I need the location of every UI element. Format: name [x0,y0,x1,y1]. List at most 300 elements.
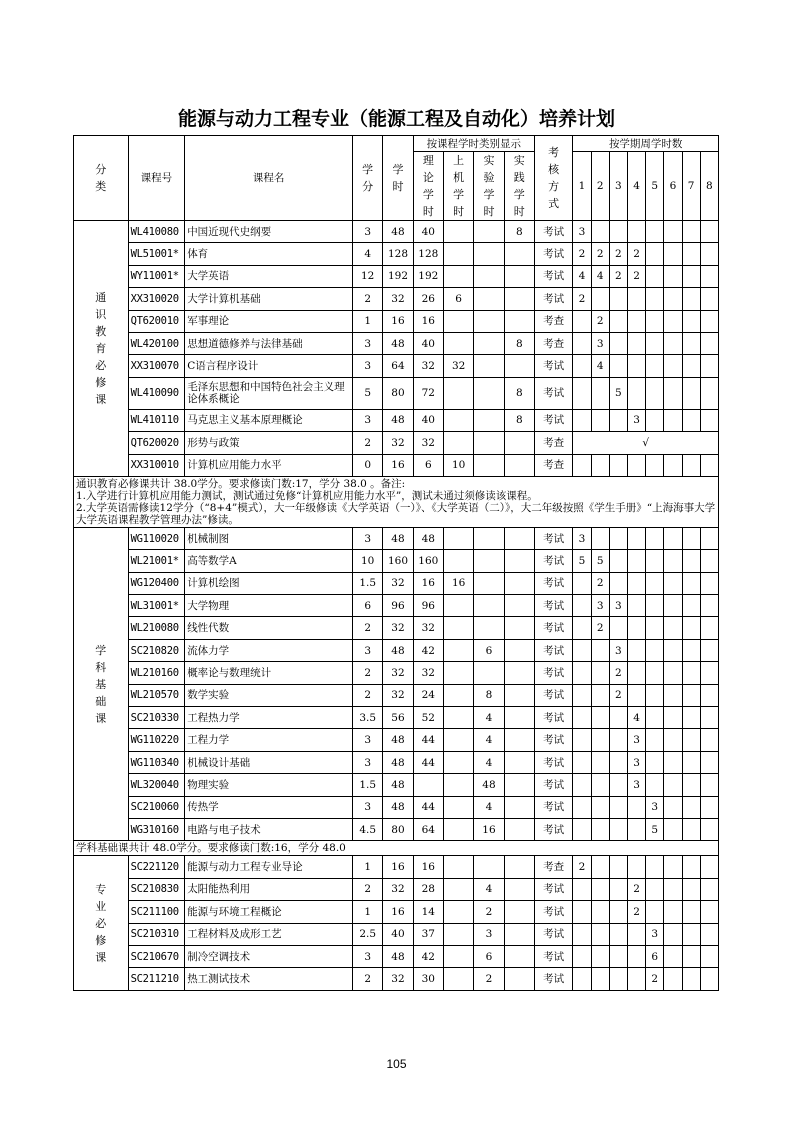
semester-hours: 3 [627,751,645,773]
semester-hours [646,332,664,354]
category-cell [74,856,129,990]
course-hours: 64 [383,355,413,377]
semester-hours [627,221,645,243]
course-practice-hours [504,796,534,818]
semester-hours [627,856,645,878]
semester-hours: 3 [627,729,645,751]
course-hours: 32 [383,878,413,900]
course-hours: 16 [383,856,413,878]
semester-hours [646,774,664,796]
semester-hours [664,818,682,840]
semester-hours [664,945,682,967]
semester-hours [664,901,682,923]
course-computer-hours [443,662,473,684]
course-hours: 32 [383,968,413,990]
semester-hours [664,310,682,332]
course-code: WY11001* [128,265,185,287]
course-theory-hours: 40 [413,221,443,243]
course-code: WL210160 [128,662,185,684]
course-assessment: 考试 [534,595,572,617]
semester-hours: 3 [591,595,609,617]
semester-hours [700,265,718,287]
semester-hours [591,751,609,773]
course-name: 机械制图 [185,527,353,549]
semester-hours [682,968,700,990]
course-practice-hours [504,945,534,967]
semester-hours [591,288,609,310]
semester-hours [646,355,664,377]
course-practice-hours: 8 [504,377,534,409]
course-assessment: 考试 [534,945,572,967]
header-semester: 2 [591,152,609,221]
semester-hours [609,968,627,990]
semester-hours [700,595,718,617]
course-lab-hours [474,243,504,265]
semester-hours [627,355,645,377]
semester-hours: 5 [609,377,627,409]
semester-hours [646,310,664,332]
header-by-semester: 按学期周学时数 [573,136,719,152]
course-assessment: 考试 [534,409,572,431]
semester-hours [646,265,664,287]
course-theory-hours: 16 [413,310,443,332]
section-summary [74,841,719,856]
course-lab-hours: 4 [474,751,504,773]
course-credits: 3 [353,527,383,549]
semester-hours [700,550,718,572]
table-row [74,707,719,729]
course-computer-hours [443,796,473,818]
course-practice-hours [504,288,534,310]
semester-hours [609,729,627,751]
course-assessment: 考试 [534,796,572,818]
semester-hours [627,310,645,332]
course-name: 大学物理 [185,595,353,617]
semester-hours [591,968,609,990]
course-hours: 48 [383,796,413,818]
semester-hours [700,221,718,243]
semester-hours [664,617,682,639]
header-hours: 学时 [383,136,413,221]
course-name: 毛泽东思想和中国特色社会主义理论体系概论 [185,377,353,409]
semester-hours [664,221,682,243]
semester-hours [646,288,664,310]
semester-hours [573,377,591,409]
course-assessment: 考试 [534,901,572,923]
semester-hours [591,221,609,243]
table-row [74,751,719,773]
table-row [74,355,719,377]
semester-hours [682,878,700,900]
semester-hours [664,684,682,706]
course-theory-hours [413,774,443,796]
semester-hours [700,572,718,594]
course-code: WG110220 [128,729,185,751]
table-row [74,684,719,706]
course-hours: 48 [383,774,413,796]
course-lab-hours [474,454,504,476]
semester-hours [664,639,682,661]
semester-hours: 2 [627,243,645,265]
category-label: 通识教育必修课 [95,290,107,406]
semester-hours [646,527,664,549]
semester-hours [682,310,700,332]
table-row [74,818,719,840]
course-assessment: 考试 [534,221,572,243]
course-practice-hours [504,878,534,900]
course-practice-hours [504,774,534,796]
semester-hours: 2 [627,901,645,923]
table-row [74,377,719,409]
semester-hours: 5 [573,550,591,572]
semester-hours [591,409,609,431]
semester-hours [682,409,700,431]
header-lab: 实验学时 [474,152,504,221]
course-hours: 16 [383,901,413,923]
table-row [74,221,719,243]
category-label: 专业必修课 [95,882,107,964]
course-assessment: 考试 [534,550,572,572]
course-credits: 4.5 [353,818,383,840]
semester-hours: 3 [573,527,591,549]
semester-hours [609,818,627,840]
course-computer-hours: 6 [443,288,473,310]
semester-hours [682,796,700,818]
table-row [74,923,719,945]
semester-hours [609,751,627,773]
semester-hours [591,729,609,751]
course-assessment: 考试 [534,923,572,945]
course-code: WL210080 [128,617,185,639]
course-code: QT620020 [128,432,185,454]
semester-hours [700,355,718,377]
semester-hours [573,617,591,639]
course-credits: 1.5 [353,572,383,594]
table-row [74,856,719,878]
course-practice-hours [504,572,534,594]
semester-hours: 3 [609,639,627,661]
course-name: 制冷空调技术 [185,945,353,967]
semester-hours [700,310,718,332]
course-practice-hours [504,355,534,377]
semester-hours [682,288,700,310]
course-computer-hours [443,432,473,454]
semester-hours [609,945,627,967]
semester-hours [700,662,718,684]
semester-hours [609,409,627,431]
course-practice-hours [504,639,534,661]
table-row [74,662,719,684]
course-credits: 2 [353,617,383,639]
semester-hours [591,707,609,729]
semester-hours [591,527,609,549]
semester-hours [664,968,682,990]
course-code: WL51001* [128,243,185,265]
course-computer-hours [443,332,473,354]
course-computer-hours: 16 [443,572,473,594]
course-code: SC210670 [128,945,185,967]
semester-hours [646,221,664,243]
semester-hours [664,572,682,594]
course-theory-hours: 6 [413,454,443,476]
header-by-type: 按课程学时类别显示 [413,136,534,152]
course-theory-hours: 16 [413,856,443,878]
course-lab-hours [474,856,504,878]
semester-hours [573,639,591,661]
semester-hours [664,774,682,796]
course-name: 大学计算机基础 [185,288,353,310]
semester-hours: 2 [609,684,627,706]
course-hours: 16 [383,310,413,332]
header-semester: 1 [573,152,591,221]
semester-hours [664,856,682,878]
table-row [74,901,719,923]
semester-hours [627,288,645,310]
semester-hours [646,572,664,594]
semester-hours [682,662,700,684]
semester-hours [573,454,591,476]
semester-hours [646,707,664,729]
course-assessment: 考查 [534,310,572,332]
course-assessment: 考试 [534,572,572,594]
course-lab-hours: 4 [474,878,504,900]
semester-hours: 4 [627,707,645,729]
course-lab-hours: 4 [474,707,504,729]
course-assessment: 考试 [534,617,572,639]
course-lab-hours [474,432,504,454]
course-name: 热工测试技术 [185,968,353,990]
header-name: 课程名 [185,136,353,221]
semester-hours [664,377,682,409]
semester-hours [682,774,700,796]
course-code: WG110340 [128,751,185,773]
semester-hours [682,639,700,661]
semester-hours [664,923,682,945]
course-code: XX310070 [128,355,185,377]
table-row [74,729,719,751]
course-theory-hours: 72 [413,377,443,409]
course-code: XX310020 [128,288,185,310]
course-computer-hours: 10 [443,454,473,476]
semester-hours: 2 [646,968,664,990]
semester-hours [609,901,627,923]
course-theory-hours: 42 [413,639,443,661]
course-name: C语言程序设计 [185,355,353,377]
semester-hours [627,377,645,409]
course-code: SC210060 [128,796,185,818]
semester-hours: 2 [609,662,627,684]
course-hours: 48 [383,729,413,751]
course-theory-hours: 26 [413,288,443,310]
semester-hours [646,409,664,431]
course-assessment: 考查 [534,432,572,454]
course-assessment: 考试 [534,968,572,990]
semester-hours [627,923,645,945]
course-practice-hours [504,707,534,729]
semester-hours: 4 [591,355,609,377]
course-practice-hours [504,684,534,706]
semester-hours [646,550,664,572]
course-hours: 16 [383,454,413,476]
course-hours: 48 [383,332,413,354]
course-practice-hours [504,856,534,878]
table-row [74,409,719,431]
semester-hours [627,796,645,818]
course-credits: 3 [353,751,383,773]
semester-hours: 3 [627,774,645,796]
table-row [74,432,719,454]
course-lab-hours [474,355,504,377]
course-code: WL320040 [128,774,185,796]
table-row [74,310,719,332]
course-hours: 32 [383,572,413,594]
course-computer-hours [443,968,473,990]
course-theory-hours: 44 [413,729,443,751]
course-code: SC221120 [128,856,185,878]
semester-hours [700,639,718,661]
course-practice-hours [504,243,534,265]
category-cell [74,221,129,477]
semester-hours [682,332,700,354]
course-assessment: 考试 [534,707,572,729]
semester-hours [700,751,718,773]
course-lab-hours [474,377,504,409]
course-code: SC211210 [128,968,185,990]
semester-hours [700,243,718,265]
course-assessment: 考试 [534,818,572,840]
header-category: 分类 [74,136,129,221]
header-semester: 7 [682,152,700,221]
semester-hours [682,265,700,287]
course-name: 体育 [185,243,353,265]
course-credits: 3 [353,945,383,967]
semester-hours [646,878,664,900]
semester-hours [573,355,591,377]
course-theory-hours: 44 [413,796,443,818]
section-summary-row [74,476,719,527]
course-hours: 48 [383,751,413,773]
course-code: SC210330 [128,707,185,729]
course-name: 太阳能热利用 [185,878,353,900]
page-title: 能源与动力工程专业（能源工程及自动化）培养计划 [177,108,615,130]
course-name: 思想道德修养与法律基础 [185,332,353,354]
semester-hours: 5 [591,550,609,572]
course-lab-hours: 8 [474,684,504,706]
course-theory-hours: 30 [413,968,443,990]
course-practice-hours [504,901,534,923]
semester-hours [573,595,591,617]
semester-hours [646,901,664,923]
course-credits: 3 [353,221,383,243]
semester-hours [609,856,627,878]
semester-hours: 2 [609,265,627,287]
semester-hours [664,707,682,729]
header-practice: 实践学时 [504,152,534,221]
semester-hours [609,923,627,945]
semester-hours [627,945,645,967]
semester-hours [664,409,682,431]
course-hours: 32 [383,432,413,454]
course-credits: 10 [353,550,383,572]
course-hours: 32 [383,288,413,310]
training-plan-table [73,135,719,991]
course-computer-hours [443,639,473,661]
semester-hours [591,662,609,684]
course-theory-hours: 28 [413,878,443,900]
semester-hours [591,774,609,796]
course-credits: 3 [353,729,383,751]
semester-hours: 2 [591,243,609,265]
course-lab-hours [474,527,504,549]
course-lab-hours [474,288,504,310]
semester-hours [682,550,700,572]
course-assessment: 考试 [534,751,572,773]
semester-hours [627,550,645,572]
semester-hours: 2 [573,288,591,310]
semester-hours: 2 [573,243,591,265]
course-practice-hours [504,923,534,945]
semester-hours: 4 [573,265,591,287]
semester-hours [609,288,627,310]
table-row [74,968,719,990]
course-hours: 128 [383,243,413,265]
semester-hours [627,617,645,639]
course-practice-hours [504,662,534,684]
semester-hours [682,945,700,967]
semester-hours: 2 [591,310,609,332]
course-assessment: 考试 [534,265,572,287]
course-credits: 2 [353,432,383,454]
semester-hours [591,377,609,409]
semester-hours [573,729,591,751]
course-theory-hours: 52 [413,707,443,729]
course-name: 能源与环境工程概论 [185,901,353,923]
semester-hours [664,751,682,773]
course-theory-hours: 96 [413,595,443,617]
course-lab-hours [474,617,504,639]
course-credits: 1.5 [353,774,383,796]
course-theory-hours: 32 [413,432,443,454]
course-code: SC210310 [128,923,185,945]
course-assessment: 考试 [534,639,572,661]
course-assessment: 考试 [534,377,572,409]
semester-hours [700,945,718,967]
table-row [74,878,719,900]
semester-hours [664,454,682,476]
semester-hours: 2 [591,572,609,594]
course-computer-hours [443,617,473,639]
course-name: 传热学 [185,796,353,818]
header-code: 课程号 [128,136,185,221]
course-assessment: 考试 [534,355,572,377]
semester-hours [609,355,627,377]
course-code: QT620010 [128,310,185,332]
semester-hours [700,377,718,409]
semester-hours [573,332,591,354]
course-name: 电路与电子技术 [185,818,353,840]
semester-hours [646,684,664,706]
all-semesters-check: √ [573,432,719,454]
page-number: 105 [386,1057,407,1071]
course-theory-hours: 32 [413,355,443,377]
course-credits: 6 [353,595,383,617]
table-row [74,796,719,818]
course-name: 高等数学A [185,550,353,572]
table-row [74,454,719,476]
semester-hours [591,923,609,945]
header-semester: 3 [609,152,627,221]
semester-hours [627,527,645,549]
